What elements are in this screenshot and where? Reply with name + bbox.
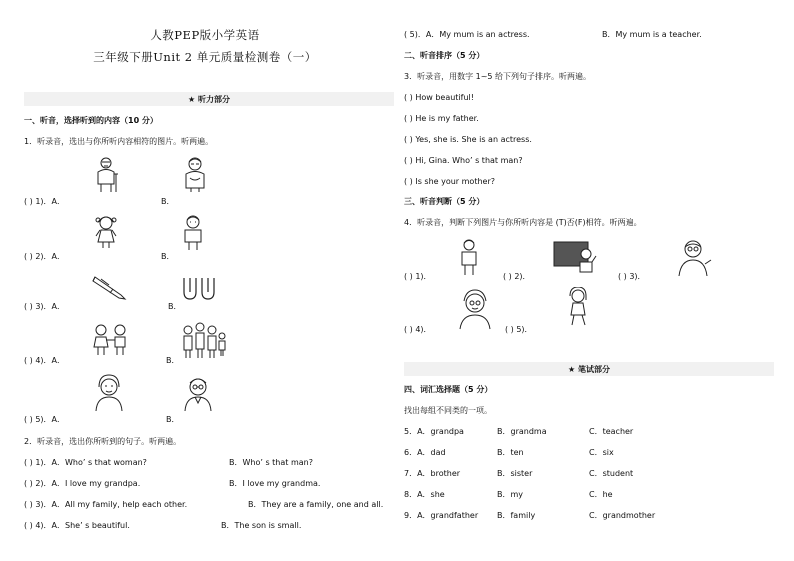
- vocab-row6-b: B．ten: [497, 448, 524, 457]
- q1-row5-label: ( ) 5)．A．: [24, 415, 66, 424]
- q2-row1-b: B．Who’ s that man?: [229, 458, 313, 467]
- q2-row3-b: B．They are a family, one and all.: [248, 500, 384, 509]
- old-man-icon: [675, 238, 715, 278]
- vocab-row5-b: B．grandma: [497, 427, 547, 436]
- vocab-row8-c: C．he: [589, 490, 613, 499]
- q1-row1-label: ( ) 1)．A．: [24, 197, 66, 206]
- q1-row4-label: ( ) 4)．A．: [24, 356, 66, 365]
- q2-row5-b: B．My mum is a teacher.: [602, 30, 702, 39]
- q4-label-2: ( ) 2)．: [503, 272, 531, 281]
- section1-heading: 一、听音，选择听到的内容（10 分）: [24, 116, 158, 125]
- q1-row2-b: B．: [161, 252, 175, 261]
- two-children-icon: [90, 322, 132, 358]
- woman-portrait-icon: [92, 373, 126, 413]
- section2-heading: 二、听音排序（5 分）: [404, 51, 485, 60]
- q1-row3-b: B．: [168, 302, 182, 311]
- girl-icon: [92, 214, 120, 250]
- boy-icon: [181, 214, 205, 252]
- q2-row2-a: ( ) 2)．A．I love my grandpa.: [24, 479, 141, 488]
- q4-label-3: ( ) 3)．: [618, 272, 646, 281]
- q2-row5-a: ( 5)．A．My mum is an actress.: [404, 30, 530, 39]
- q3-item4: ( ) Hi, Gina. Who’ s that man?: [404, 156, 523, 165]
- vocab-row6-c: C．six: [589, 448, 614, 457]
- writing-banner: [404, 362, 774, 376]
- section3-heading: 三、听音判断（5 分）: [404, 197, 485, 206]
- vocab-row5-c: C．teacher: [589, 427, 634, 436]
- q1-row2-label: ( ) 2)．A．: [24, 252, 66, 261]
- pen-icon: [91, 273, 129, 301]
- section4-instruction: 找出每组不同类的一项。: [404, 406, 492, 415]
- q4-instruction: 4．听录音，判断下列图片与你所听内容是 (T)否(F)相符。听两遍。: [404, 218, 642, 227]
- vocab-row9-b: B．family: [497, 511, 536, 520]
- vocab-row8-b: B．my: [497, 490, 524, 499]
- vocab-row7-c: C．student: [589, 469, 634, 478]
- grandpa-cane-icon: [92, 156, 122, 194]
- writing-banner-label: ★ 笔试部分: [568, 365, 610, 374]
- vocab-row7-b: B．sister: [497, 469, 533, 478]
- girl-walking-icon: [565, 287, 591, 327]
- q2-row4-a: ( ) 4)．A．She’ s beautiful.: [24, 521, 130, 530]
- q3-item1: ( ) How beautiful!: [404, 93, 474, 102]
- q4-label-1: ( ) 1)．: [404, 272, 432, 281]
- q3-item5: ( ) Is she your mother?: [404, 177, 495, 186]
- listening-banner: [24, 92, 394, 106]
- q2-row2-b: B．I love my grandma.: [229, 479, 321, 488]
- vocab-row7-a: 7．A．brother: [404, 469, 461, 478]
- grandma-icon: [181, 156, 209, 194]
- vocab-row6-a: 6．A．dad: [404, 448, 446, 457]
- q1-instruction: 1．听录音，选出与你所听内容相符的图片。听两遍。: [24, 137, 214, 146]
- family-icon: [180, 322, 230, 360]
- grandma-portrait-icon: [457, 289, 493, 331]
- boy-standing-icon: [458, 238, 480, 278]
- q3-instruction: 3．听录音，用数字 1~5 给下列句子排序。听两遍。: [404, 72, 592, 81]
- q1-row5-b: B．: [166, 415, 180, 424]
- q1-row3-label: ( ) 3)．A．: [24, 302, 66, 311]
- q1-row1-b: B．: [161, 197, 175, 206]
- letter-u-icon: [181, 275, 217, 303]
- vocab-row9-a: 9．A．grandfather: [404, 511, 479, 520]
- q2-instruction: 2．听录音，选出你所听到的句子。听两遍。: [24, 437, 182, 446]
- section4-heading: 四、词汇选择题（5 分）: [404, 385, 493, 394]
- listening-banner-label: ★ 听力部分: [188, 95, 230, 104]
- q3-item3: ( ) Yes, she is. She is an actress.: [404, 135, 532, 144]
- q1-row4-b: B．: [166, 356, 180, 365]
- vocab-row9-c: C．grandmother: [589, 511, 656, 520]
- exam-title: 人教PEP版小学英语: [150, 28, 260, 42]
- teacher-blackboard-icon: [552, 240, 598, 274]
- q4-label-4: ( ) 4)．: [404, 325, 432, 334]
- q2-row1-a: ( ) 1)．A．Who’ s that woman?: [24, 458, 147, 467]
- vocab-row5-a: 5．A．grandpa: [404, 427, 464, 436]
- man-glasses-icon: [181, 373, 215, 413]
- q2-row4-b: B．The son is small.: [221, 521, 302, 530]
- vocab-row8-a: 8．A．she: [404, 490, 445, 499]
- q4-label-5: ( ) 5)．: [505, 325, 533, 334]
- q2-row3-a: ( ) 3)．A．All my family, help each other.: [24, 500, 188, 509]
- q3-item2: ( ) He is my father.: [404, 114, 479, 123]
- exam-subtitle: 三年级下册Unit 2 单元质量检测卷（一）: [93, 50, 317, 64]
